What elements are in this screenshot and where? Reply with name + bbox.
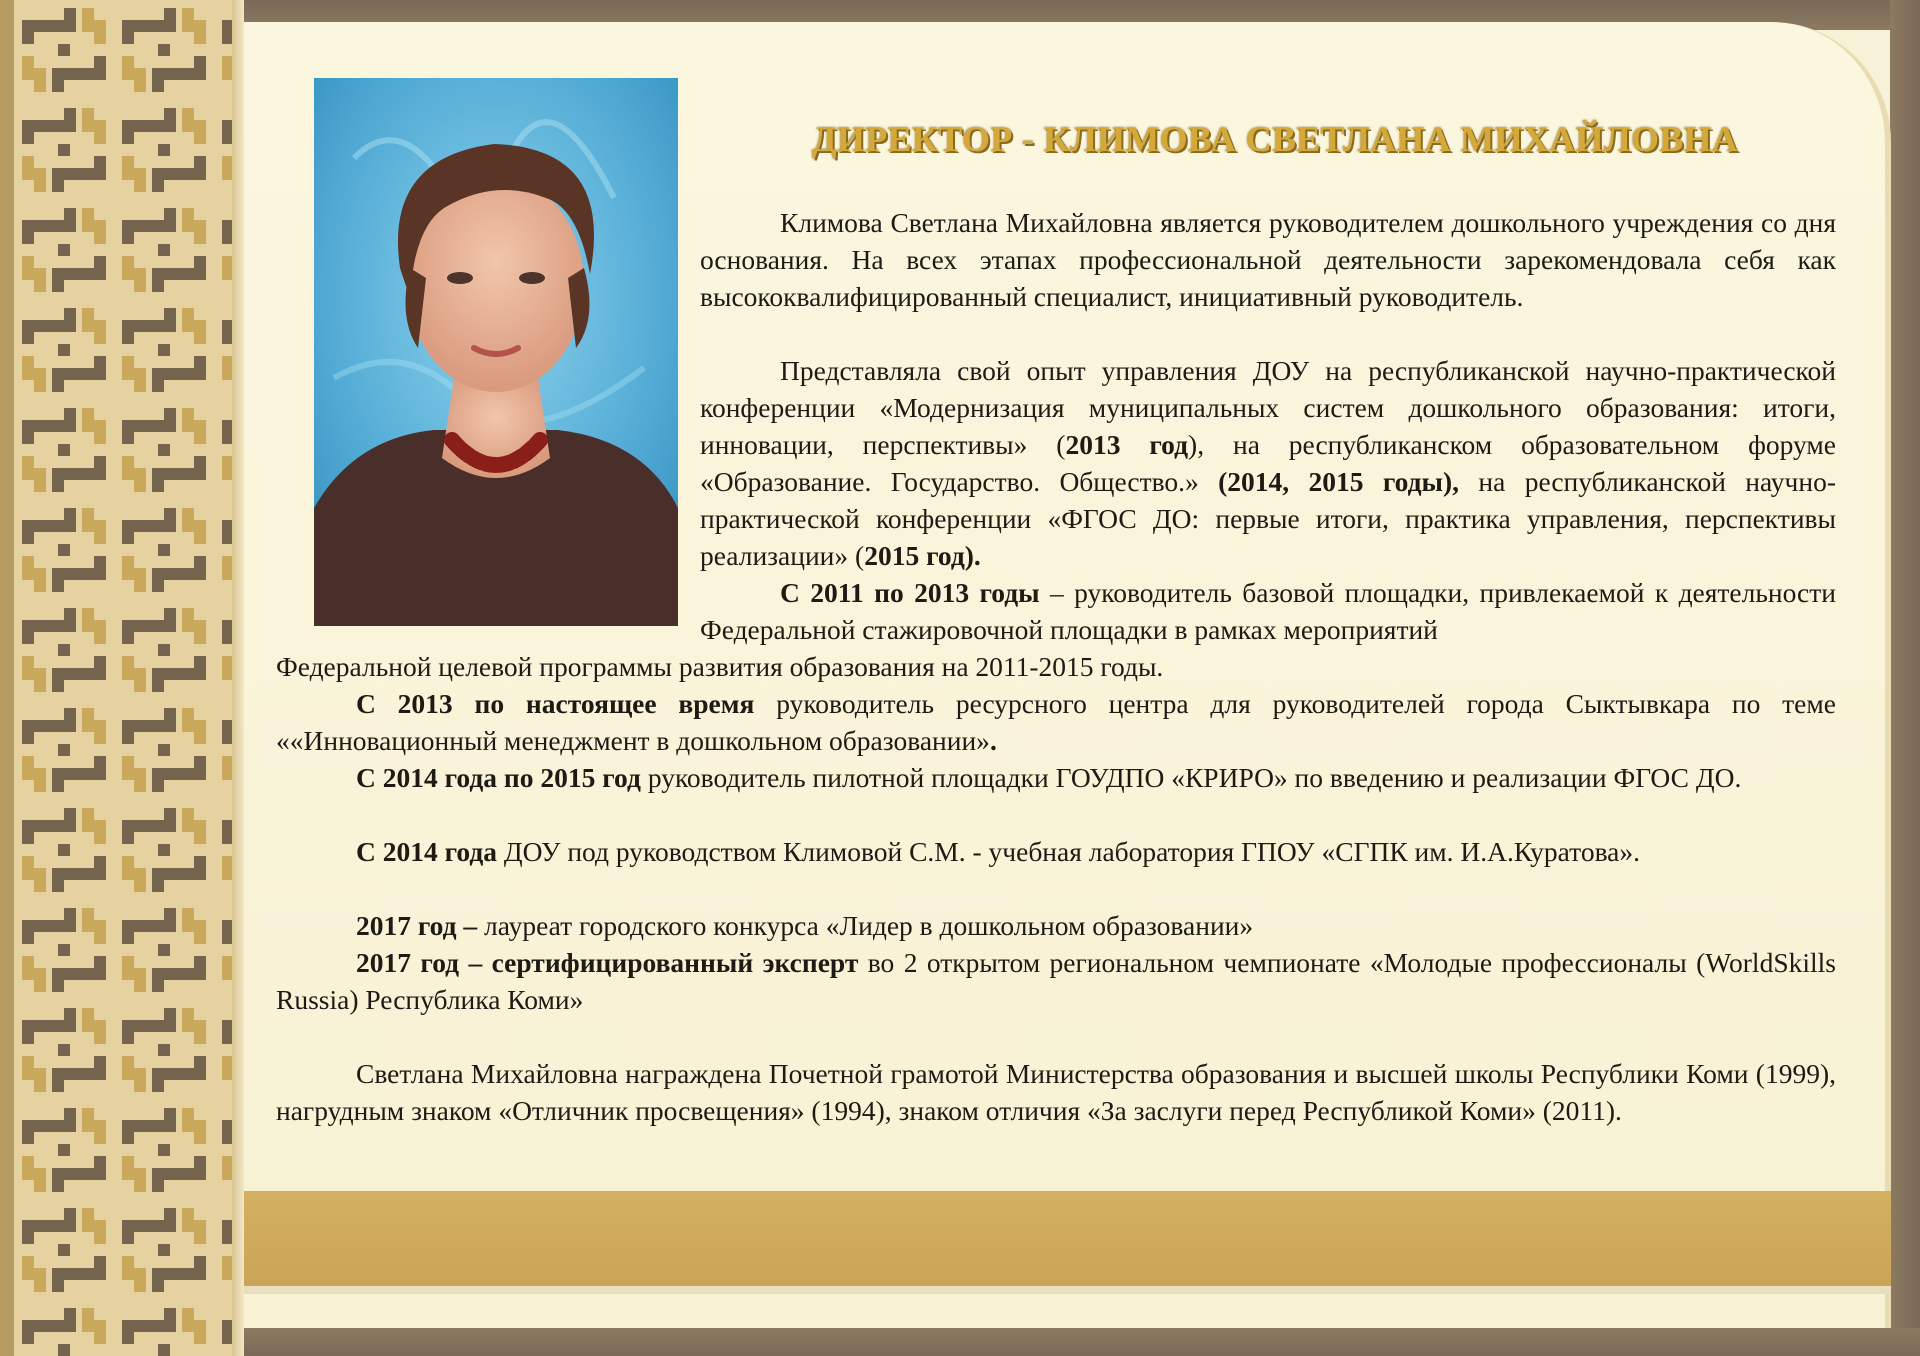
p5-text: руководитель пилотной площадки ГОУДПО «КРИРО» по введению и реализации ФГОС ДО. bbox=[640, 762, 1742, 793]
page-title: ДИРЕКТОР - КЛИМОВА СВЕТЛАНА МИХАЙЛОВНА bbox=[811, 119, 1739, 159]
p7-text: лауреат городского конкурса «Лидер в дошкольном образовании» bbox=[477, 910, 1254, 941]
paragraph-2011-2013-cont: Федеральной целевой программы развития образования на 2011-2015 годы. bbox=[276, 651, 1164, 682]
p8-period: 2017 год – сертифицированный эксперт bbox=[356, 947, 859, 978]
paragraph-awards: Светлана Михайловна награждена Почетной грамотой Министерства образования и высшей школы Республики Коми (1999), нагрудным знаком «Отличник просвещения» (1994), знаком отличия «За заслуги перед Республикой Коми» (2011). bbox=[276, 1058, 1836, 1126]
p8-text: во 2 открытом региональном чемпионате «Молодые профессионалы (WorldSkills Russia) Республика Коми» bbox=[276, 947, 1836, 1015]
paragraph-2013-present bbox=[276, 685, 1836, 759]
paragraph-2014-2015 bbox=[276, 759, 1836, 796]
p4-period: С 2013 по настоящее время bbox=[356, 688, 755, 719]
p2-years-2014-2015: (2014, 2015 годы), bbox=[1218, 466, 1460, 497]
paragraph-2017-expert bbox=[276, 944, 1836, 1018]
frame-bottom bbox=[150, 1328, 1920, 1356]
p5-period: С 2014 года по 2015 год bbox=[356, 762, 641, 793]
director-photo bbox=[314, 78, 678, 626]
ornament-strip-edge bbox=[232, 0, 244, 1356]
paragraph-2011-2013 bbox=[700, 574, 1836, 648]
p6-period: С 2014 года bbox=[356, 836, 498, 867]
decorative-band bbox=[235, 1191, 1891, 1286]
paragraph-2017-laureate bbox=[276, 907, 1836, 944]
paragraph-intro: Климова Светлана Михайловна является руководителем дошкольного учреждения со дня основания. На всех этапах профессиональной деятельности зарекомендовала себя как высококвалифицированный специалист, инициативный руководитель. bbox=[700, 207, 1836, 312]
p3-period: С 2011 по 2013 годы bbox=[780, 577, 1040, 608]
p2-text-a: Представляла свой опыт управления ДОУ на республиканской научно-практической конференции «Модернизация муниципальных систем дошкольного образования: итоги, инновации, перспективы» ( bbox=[700, 355, 1836, 460]
decorative-band-shadow bbox=[235, 1286, 1891, 1294]
komi-ornament-pattern bbox=[0, 0, 242, 1356]
p2-text-c: ), на республиканском образовательном форуме «Образование. Государство. Общество.» bbox=[700, 429, 1837, 497]
ornament-strip bbox=[0, 0, 242, 1356]
p2-year-2015: 2015 год). bbox=[864, 540, 981, 571]
p4-text: руководитель ресурсного центра для руководителей города Сыктывкара по теме ««Инновационный менеджмент в дошкольном образовании» bbox=[276, 688, 1836, 756]
p2-year-2013: 2013 год bbox=[1065, 429, 1189, 460]
p4-end: . bbox=[989, 725, 997, 756]
p2-text-d: на республиканской научно-практической конференции «ФГОС ДО: первые итоги, практика управления, перспективы реализации» ( bbox=[700, 466, 1836, 571]
p3-text: – руководитель базовой площадки, привлекаемой к деятельности Федеральной стажировочной площадки в рамках мероприятий bbox=[700, 577, 1836, 645]
paragraph-experience bbox=[700, 352, 1836, 574]
paragraph-2014 bbox=[276, 833, 1836, 870]
p6-text: ДОУ под руководством Климовой С.М. - учебная лаборатория ГПОУ «СГПК им. И.А.Куратова». bbox=[497, 836, 1641, 867]
frame-right bbox=[1890, 0, 1920, 1356]
p7-period: 2017 год – bbox=[356, 910, 478, 941]
